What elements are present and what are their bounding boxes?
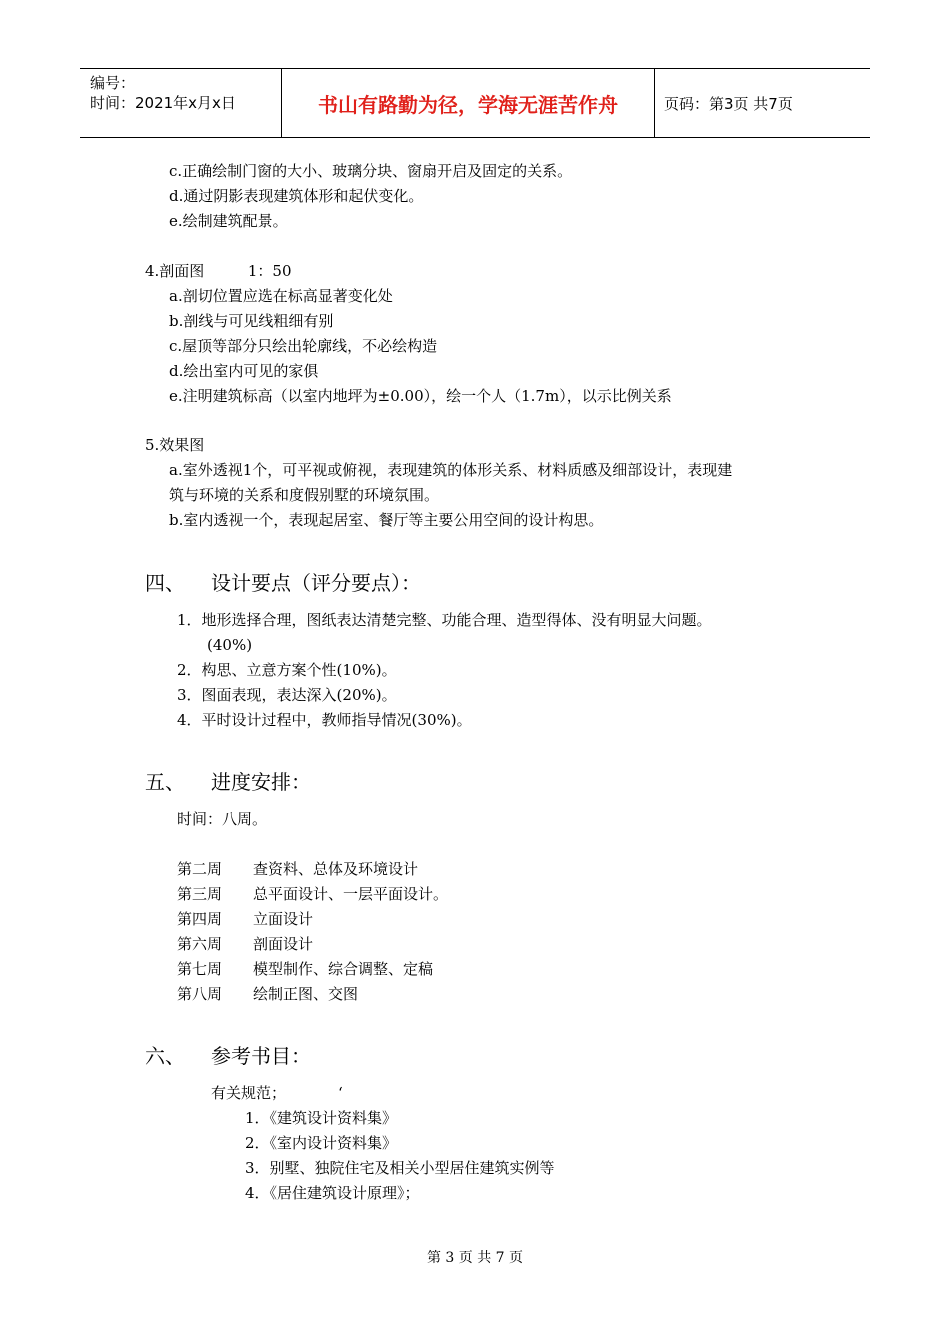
section-number: 四、 <box>145 571 185 595</box>
list-item: c.屋顶等部分只绘出轮廓线，不必绘构造 <box>169 337 438 355</box>
list-item-continuation: (40%) <box>207 636 253 654</box>
subsection-title <box>145 261 292 281</box>
schedule-row <box>177 934 313 954</box>
section-title: 参考书目： <box>211 1044 311 1068</box>
list-item: 1．地形选择合理，图纸表达清楚完整、功能合理、造型得体、没有明显大问题。 <box>177 611 712 629</box>
list-item: 4．《居住建筑设计原理》； <box>245 1184 420 1202</box>
schedule-task: 模型制作、综合调整、定稿 <box>253 960 434 978</box>
list-item: e.绘制建筑配景。 <box>169 212 288 230</box>
number-label: 编号： <box>90 74 136 92</box>
section-number: 五、 <box>145 770 185 794</box>
schedule-task: 立面设计 <box>253 910 314 928</box>
list-item: 4．平时设计过程中，教师指导情况(30%)。 <box>177 711 472 729</box>
stray-mark: ‘ <box>338 1084 343 1102</box>
time-label: 时间：2021年x月x日 <box>90 94 236 112</box>
header-divider <box>654 69 655 137</box>
section-heading <box>145 1043 311 1069</box>
subsection-title-text: 4.剖面图 <box>145 262 205 280</box>
schedule-row <box>177 984 358 1004</box>
schedule-row <box>177 884 448 904</box>
schedule-task: 查资料、总体及环境设计 <box>253 860 419 878</box>
list-item: 1．《建筑设计资料集》 <box>245 1109 398 1127</box>
header-page-label: 页码：第3页 共7页 <box>664 94 793 113</box>
schedule-week: 第三周 <box>177 885 223 903</box>
section-heading <box>145 570 421 596</box>
header-left-cell <box>90 73 280 113</box>
section-title: 进度安排： <box>211 770 311 794</box>
scale-text: 1：50 <box>247 262 292 280</box>
section-title: 设计要点（评分要点）： <box>211 571 421 595</box>
schedule-task: 剖面设计 <box>253 935 314 953</box>
page-footer: 第 3 页 共 7 页 <box>426 1250 524 1266</box>
schedule-task: 绘制正图、交图 <box>253 985 359 1003</box>
list-item: 2．《室内设计资料集》 <box>245 1134 398 1152</box>
reference-intro-text: 有关规范； <box>211 1084 287 1102</box>
list-item: 3．图面表现，表达深入(20%)。 <box>177 686 397 704</box>
list-item: e.注明建筑标高（以室内地坪为±0.00），绘一个人（1.7m），以示比例关系 <box>169 387 672 405</box>
schedule-week: 第六周 <box>177 935 223 953</box>
schedule-week: 第七周 <box>177 960 223 978</box>
schedule-week: 第二周 <box>177 860 223 878</box>
list-item: c.正确绘制门窗的大小、玻璃分块、窗扇开启及固定的关系。 <box>169 162 573 180</box>
list-item: d.绘出室内可见的家俱 <box>169 362 319 380</box>
list-item: 2．构思、立意方案个性(10%)。 <box>177 661 397 679</box>
time-line: 时间：八周。 <box>177 810 268 828</box>
list-item: a.剖切位置应选在标高显著变化处 <box>169 287 393 305</box>
section-heading <box>145 769 311 795</box>
list-item-continuation: 筑与环境的关系和度假别墅的环境氛围。 <box>169 486 440 504</box>
schedule-row <box>177 909 313 929</box>
header-motto: 书山有路勤为径，学海无涯苦作舟 <box>318 92 618 117</box>
schedule-task: 总平面设计、一层平面设计。 <box>253 885 449 903</box>
list-item: b.剖线与可见线粗细有别 <box>169 312 334 330</box>
page-header-table <box>80 68 870 138</box>
schedule-week: 第八周 <box>177 985 223 1003</box>
schedule-row <box>177 859 418 879</box>
list-item: 3．别墅、独院住宅及相关小型居住建筑实例等 <box>245 1159 555 1177</box>
list-item: d.通过阴影表现建筑体形和起伏变化。 <box>169 187 424 205</box>
subsection-title: 5.效果图 <box>145 436 205 454</box>
section-number: 六、 <box>145 1044 185 1068</box>
list-item: b.室内透视一个，表现起居室、餐厅等主要公用空间的设计构思。 <box>169 511 604 529</box>
schedule-week: 第四周 <box>177 910 223 928</box>
schedule-row <box>177 959 433 979</box>
list-item: a.室外透视1个，可平视或俯视，表现建筑的体形关系、材料质感及细部设计，表现建 <box>169 461 733 479</box>
reference-intro <box>211 1083 343 1103</box>
